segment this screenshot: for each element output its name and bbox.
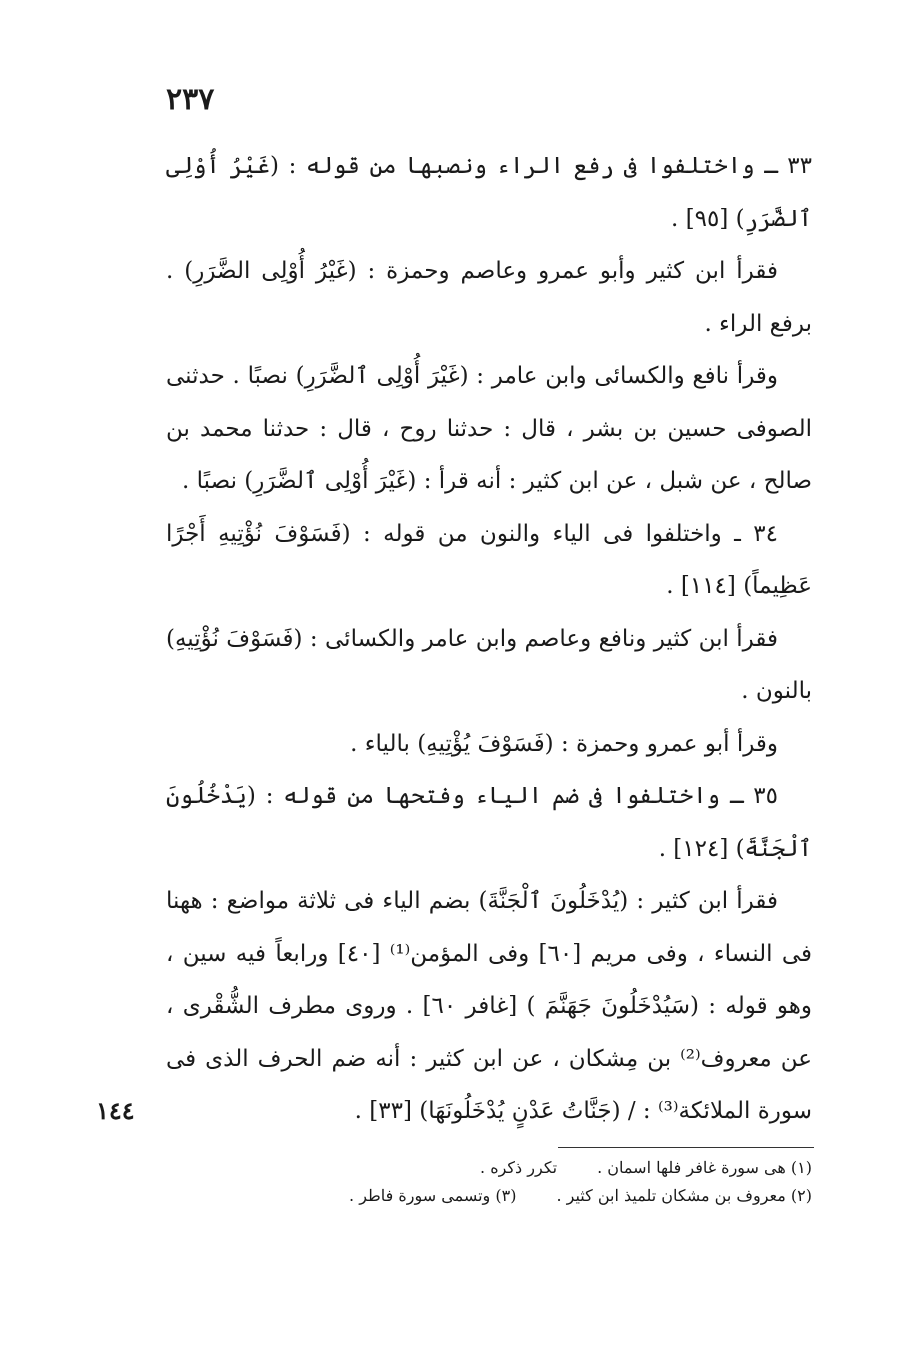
paragraph-34-heading: ٣٤ ـ واختلفوا فى الياء والنون من قوله : (فَسَوْفَ نُؤْتِيهِ أَجْرًا عَظِيماً) [١١٤] .	[166, 520, 812, 599]
footnote-row	[166, 1154, 812, 1182]
paragraph-35-heading: ٣٥ ـ واختلفوا فى ضم الياء وفتحها من قوله : (يَدْخُلُونَ ٱلْجَنَّةَ) [١٢٤] .	[166, 783, 812, 862]
page-number: ٢٣٧	[166, 82, 215, 117]
footnote-2: (٢) معروف بن مشكان تلميذ ابن كثير .	[556, 1186, 812, 1205]
margin-note: ١٤٤	[96, 1096, 135, 1125]
footnote-3: (٣) وتسمى سورة فاطر .	[349, 1186, 517, 1205]
paragraph: وقرأ نافع والكسائى وابن عامر : (غَيْرَ أُوْلِى ٱلضَّرَرِ) نصبًا . حدثنى الصوفى حسين بن بشر ، قال : حدثنا روح ، قال : حدثنا محمد بن صالح ، عن شبل ، عن ابن كثير : أنه قرأ : (غَيْرَ أُوْلِى ٱلضَّرَرِ) نصبًا .	[166, 363, 812, 494]
paragraph: فقرأ ابن كثير وأبو عمرو وعاصم وحمزة : (غَيْرُ أُوْلِى الضَّرَرِ) . برفع الراء .	[166, 258, 812, 337]
footnote-row	[166, 1182, 812, 1210]
main-text	[166, 140, 812, 1138]
footnote-1b: تكرر ذكره .	[480, 1158, 558, 1177]
footnotes	[166, 1154, 812, 1210]
paragraph: فقرأ ابن كثير ونافع وعاصم وابن عامر والكسائى : (فَسَوْفَ نُؤْتِيهِ) بالنون .	[166, 625, 812, 704]
paragraph: فقرأ ابن كثير : (يُدْخَلُونَ ٱلْجَنَّةَ) بضم الياء فى ثلاثة مواضع : ههنا فى النساء ، وفى مريم [٦٠] وفى المؤمن⁽¹⁾ [٤٠] ورابعاً فيه سين ، وهو قوله : (سَيُدْخَلُونَ جَهَنَّمَ ) [غافر ٦٠] . وروى مطرف الشُّقْرى ، عن معروف⁽²⁾ بن مِشكان ، عن ابن كثير : أنه ضم الحرف الذى فى سورة الملائكة⁽³⁾ : / (جَنَّاتُ عَدْنٍ يُدْخَلُونَهَا) [٣٣] .	[166, 888, 813, 1124]
paragraph: وقرأ أبو عمرو وحمزة : (فَسَوْفَ يُؤْتِيهِ) بالياء .	[350, 730, 778, 757]
footnote-1: (١) هى سورة غافر فلها اسمان .	[597, 1158, 812, 1177]
footnote-divider	[558, 1147, 814, 1148]
paragraph-33-heading: ٣٣ ـ واختلفوا فى رفع الراء ونصبها من قوله : (غَيْرُ أُوْلِى ٱلضَّرَرِ) [٩٥] .	[166, 153, 812, 232]
